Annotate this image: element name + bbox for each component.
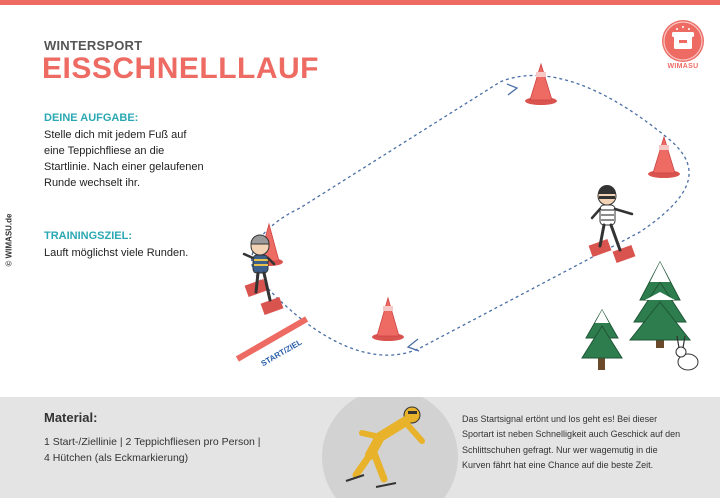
child-skater-icon [244,235,283,315]
speed-skater-icon [340,397,450,498]
rabbit-icon [676,336,698,370]
page-title: EISSCHNELLLAUF [42,52,319,85]
task-label: DEINE AUFGABE: [44,112,139,124]
tree-icon [630,262,690,348]
traffic-cone-icon [372,298,404,341]
page-kicker: WINTERSPORT [44,38,143,53]
goal-label: TRAININGSZIEL: [44,230,132,242]
goal-text: Lauft möglichst viele Runden. [44,247,189,259]
traffic-cone-icon [648,137,680,178]
logo-label: WIMASU [667,63,699,70]
start-finish-label: START/ZIEL [259,337,304,369]
material-title: Material: [44,410,98,425]
skating-track-path [252,75,689,355]
bottom-panel [0,397,720,498]
track-arrow-top [507,84,517,95]
description-text: Das Startsignal ertönt und los geht es! Bei dieser Sportart ist neben Schnelligkeit auch Geschick auf den Schlittschuhen gefragt. Nur wer wagemutig in die Kurven fährt hat eine Chance auf die beste Zeit. [462,414,681,470]
material-text: 1 Start-/Ziellinie | 2 Teppichfliesen pro Person | 4 Hütchen (als Eckmarkierung) [44,436,261,464]
copyright-note: © WIMASU.de [4,213,14,267]
child-skater-icon [589,185,636,263]
traffic-cone-icon [525,64,557,105]
tree-icon [582,310,622,370]
